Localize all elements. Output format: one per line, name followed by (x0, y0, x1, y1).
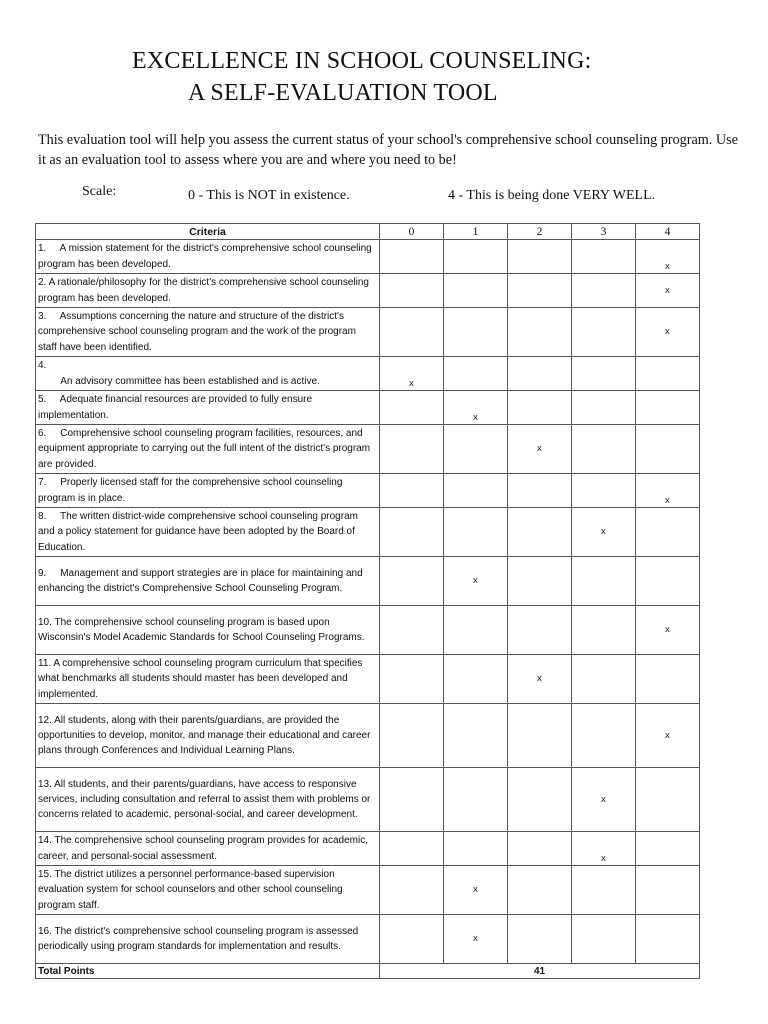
score-4-cell[interactable]: x (636, 474, 700, 508)
score-1-cell[interactable] (444, 768, 508, 832)
table-row (36, 915, 700, 964)
table-row (36, 274, 700, 308)
criteria-cell: 3. Assumptions concerning the nature and structure of the district's comprehensive school counseling program and the work of the program staff have been identified. (36, 308, 380, 357)
score-3-cell[interactable] (572, 606, 636, 655)
criteria-cell: 14. The comprehensive school counseling program provides for academic, career, and personal-social assessment. (36, 832, 380, 866)
score-4-cell[interactable]: x (636, 308, 700, 357)
score-2-header: 2 (508, 224, 572, 240)
score-4-cell[interactable]: x (636, 240, 700, 274)
score-4-cell[interactable] (636, 915, 700, 964)
criteria-cell: 10. The comprehensive school counseling program is based upon Wisconsin's Model Academic Standards for School Counseling Programs. (36, 606, 380, 655)
total-label: Total Points (36, 964, 380, 979)
total-row (36, 964, 700, 979)
table-row (36, 832, 700, 866)
table-row (36, 704, 700, 768)
score-4-header: 4 (636, 224, 700, 240)
score-0-cell[interactable] (380, 508, 444, 557)
score-4-cell[interactable]: x (636, 274, 700, 308)
score-4-cell[interactable] (636, 508, 700, 557)
criteria-cell: 12. All students, along with their parents/guardians, are provided the opportunities to develop, monitor, and manage their educational and career plans through Conferences and Individual Learning Plans. (36, 704, 380, 768)
score-2-cell[interactable] (508, 274, 572, 308)
criteria-header: Criteria (36, 224, 380, 240)
score-1-cell[interactable] (444, 274, 508, 308)
criteria-cell: 13. All students, and their parents/guardians, have access to responsive services, including consultation and referral to assist them with problems or concerns related to academic, personal-social, and career development. (36, 768, 380, 832)
score-3-cell[interactable] (572, 240, 636, 274)
score-3-cell[interactable] (572, 866, 636, 915)
score-4-cell[interactable] (636, 655, 700, 704)
table-row (36, 606, 700, 655)
table-row (36, 557, 700, 606)
criteria-cell: 8. The written district-wide comprehensive school counseling program and a policy statement for guidance have been adopted by the Board of Education. (36, 508, 380, 557)
score-3-cell[interactable] (572, 391, 636, 425)
score-0-cell[interactable] (380, 832, 444, 866)
criteria-cell: 15. The district utilizes a personnel performance-based supervision evaluation system for school counselors and other school counseling program staff. (36, 866, 380, 915)
criteria-cell: 16. The district's comprehensive school counseling program is assessed periodically using program standards for implementation and results. (36, 915, 380, 964)
score-1-cell[interactable] (444, 655, 508, 704)
score-2-cell[interactable] (508, 308, 572, 357)
criteria-cell: 9. Management and support strategies are in place for maintaining and enhancing the district's Comprehensive School Counseling Program. (36, 557, 380, 606)
score-2-cell[interactable] (508, 357, 572, 391)
score-0-cell[interactable] (380, 308, 444, 357)
score-3-header: 3 (572, 224, 636, 240)
page-title-line-2: A SELF-EVALUATION TOOL (188, 80, 498, 106)
score-0-cell[interactable] (380, 655, 444, 704)
score-3-cell[interactable]: x (572, 508, 636, 557)
scale-label: Scale: (82, 184, 117, 199)
score-0-cell[interactable] (380, 768, 444, 832)
criteria-cell: 2. A rationale/philosophy for the district's comprehensive school counseling program has been developed. (36, 274, 380, 308)
score-0-cell[interactable] (380, 474, 444, 508)
score-2-cell[interactable] (508, 866, 572, 915)
score-1-cell[interactable] (444, 606, 508, 655)
score-3-cell[interactable] (572, 357, 636, 391)
table-row (36, 425, 700, 474)
score-1-cell[interactable] (444, 474, 508, 508)
score-2-cell[interactable] (508, 768, 572, 832)
score-1-cell[interactable] (444, 832, 508, 866)
criteria-cell: 7. Properly licensed staff for the comprehensive school counseling program is in place. (36, 474, 380, 508)
score-2-cell[interactable] (508, 606, 572, 655)
score-2-cell[interactable] (508, 474, 572, 508)
score-2-cell[interactable] (508, 832, 572, 866)
score-1-cell[interactable]: x (444, 557, 508, 606)
criteria-cell: 11. A comprehensive school counseling program curriculum that specifies what benchmarks all students should master has been developed and implemented. (36, 655, 380, 704)
score-3-cell[interactable] (572, 704, 636, 768)
score-2-cell[interactable]: x (508, 655, 572, 704)
score-4-cell[interactable] (636, 832, 700, 866)
score-1-cell[interactable]: x (444, 866, 508, 915)
score-1-cell[interactable] (444, 508, 508, 557)
criteria-cell: 6. Comprehensive school counseling program facilities, resources, and equipment appropriate to carrying out the full intent of the district's program are provided. (36, 425, 380, 474)
table-row (36, 768, 700, 832)
score-4-cell[interactable] (636, 866, 700, 915)
score-0-cell[interactable] (380, 274, 444, 308)
criteria-cell: 4. An advisory committee has been established and is active. (36, 357, 380, 391)
page-title-line-1: EXCELLENCE IN SCHOOL COUNSELING: (132, 48, 592, 74)
score-0-cell[interactable] (380, 391, 444, 425)
table-row (36, 308, 700, 357)
score-3-cell[interactable]: x (572, 768, 636, 832)
score-1-cell[interactable]: x (444, 915, 508, 964)
table-row (36, 655, 700, 704)
table-row (36, 474, 700, 508)
score-2-cell[interactable] (508, 557, 572, 606)
table-header-row (36, 224, 700, 240)
score-4-cell[interactable] (636, 557, 700, 606)
table-row (36, 357, 700, 391)
score-2-cell[interactable] (508, 915, 572, 964)
score-0-cell[interactable] (380, 704, 444, 768)
score-4-cell[interactable] (636, 425, 700, 474)
score-2-cell[interactable] (508, 391, 572, 425)
score-0-cell[interactable] (380, 915, 444, 964)
score-2-cell[interactable] (508, 704, 572, 768)
scale-low-description: 0 - This is NOT in existence. (188, 188, 350, 203)
table-row (36, 508, 700, 557)
score-1-cell[interactable] (444, 240, 508, 274)
evaluation-table (35, 223, 700, 979)
score-0-header: 0 (380, 224, 444, 240)
score-3-cell[interactable] (572, 425, 636, 474)
score-4-cell[interactable] (636, 768, 700, 832)
table-row (36, 866, 700, 915)
score-3-cell[interactable] (572, 915, 636, 964)
score-3-cell[interactable] (572, 557, 636, 606)
criteria-cell: 5. Adequate financial resources are provided to fully ensure implementation. (36, 391, 380, 425)
score-0-cell[interactable] (380, 240, 444, 274)
score-3-cell[interactable] (572, 474, 636, 508)
score-0-cell[interactable]: x (380, 357, 444, 391)
score-2-cell[interactable] (508, 240, 572, 274)
score-4-cell[interactable]: x (636, 606, 700, 655)
score-3-cell[interactable]: x (572, 832, 636, 866)
score-3-cell[interactable] (572, 308, 636, 357)
score-0-cell[interactable] (380, 866, 444, 915)
score-1-cell[interactable] (444, 425, 508, 474)
scale-high-description: 4 - This is being done VERY WELL. (448, 188, 656, 203)
intro-paragraph: This evaluation tool will help you assess the current status of your school's comprehensive school counseling program. Use it as an evaluation tool to assess where you are and where you need to be! (38, 132, 738, 168)
total-value: 41 (380, 964, 700, 979)
score-4-cell[interactable] (636, 357, 700, 391)
score-1-cell[interactable] (444, 308, 508, 357)
score-1-cell[interactable] (444, 704, 508, 768)
score-4-cell[interactable] (636, 391, 700, 425)
score-1-header: 1 (444, 224, 508, 240)
score-4-cell[interactable]: x (636, 704, 700, 768)
score-2-cell[interactable] (508, 508, 572, 557)
score-1-cell[interactable]: x (444, 391, 508, 425)
score-0-cell[interactable] (380, 606, 444, 655)
score-3-cell[interactable] (572, 655, 636, 704)
score-0-cell[interactable] (380, 557, 444, 606)
table-row (36, 391, 700, 425)
score-1-cell[interactable] (444, 357, 508, 391)
table-row (36, 240, 700, 274)
score-0-cell[interactable] (380, 425, 444, 474)
criteria-cell: 1. A mission statement for the district's comprehensive school counseling program has been developed. (36, 240, 380, 274)
score-2-cell[interactable]: x (508, 425, 572, 474)
score-3-cell[interactable] (572, 274, 636, 308)
